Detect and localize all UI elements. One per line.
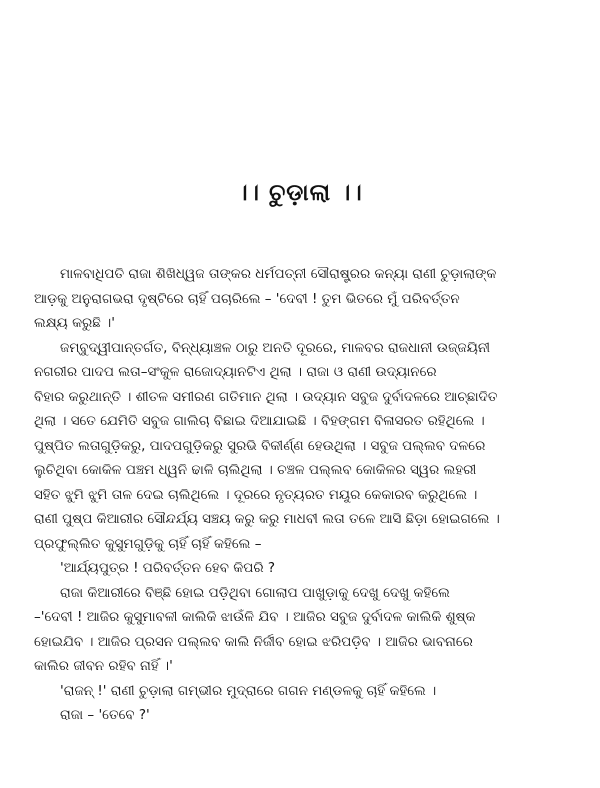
- text-line: ନଗରୀର ପାଦପ ଲତା–ସଂକୁଳ ରାଜୋଦ୍ୟାନଟିଏ ଥିଲା । ରାଜା ଓ ରାଣୀ ଉଦ୍ୟାନରେ: [34, 364, 437, 380]
- paragraph-4: [34, 581, 582, 679]
- text-line: ଲକ୍ଷ୍ୟ କରୁଛି ।': [34, 315, 115, 331]
- paragraph-2: [34, 336, 582, 557]
- text-line: ସହିତ ଝୁମି ଝୁମି ତାଳ ଦେଇ ଚାଲିଥିଲେ । ଦୂରରେ ନୃତ୍ୟରତ ମୟୂର କେକାରବ କରୁଥିଲେ ।: [34, 486, 478, 503]
- chapter-title: ।। ଚୁଡ଼ାଲା ।।: [237, 180, 363, 206]
- text-line: ପ୍ରଫୁଲ୍ଲିତ କୁସୁମଗୁଡ଼ିକୁ ଚାହିଁ ଚାହିଁ କହିଲେ –: [34, 535, 262, 552]
- text-line: ଲୁଚିଥିବା କୋକିଳ ପଞ୍ଚମ ଧ୍ୱନି ଢାଳି ଚାଲିଥିଲା । ଚଞ୍ଚଳ ପଲ୍ଲବ କୋକିଳର ସ୍ୱର ଲହରୀ: [34, 462, 477, 478]
- paragraph-5: [34, 679, 582, 704]
- paragraph-6: [34, 703, 582, 728]
- text-line: ମାଳବାଧିପତି ରାଜା ଶିଖିଧ୍ୱଜ ତାଙ୍କର ଧର୍ମପତ୍ନୀ ସୌରାଷ୍ଟ୍ରର କନ୍ୟା ରାଣୀ ଚୁଡ଼ାଲାଙ୍କ: [60, 266, 497, 282]
- text-line: 'ଆର୍ଯ୍ୟପୁତ୍ର ! ପରିବର୍ତ୍ତନ ହେବ କିପରି ?: [60, 560, 276, 576]
- paragraph-3: [34, 556, 582, 581]
- text-line: ପୁଷ୍ପିତ ଲତାଗୁଡ଼ିକରୁ, ପାଦପଗୁଡ଼ିକରୁ ସୁରଭି ବିକୀର୍ଣ୍ଣ ହେଉଥିଲା । ସବୁଜ ପଲ୍ଲବ ଦଳରେ: [34, 437, 486, 454]
- text-line: ଜମ୍ବୁଦ୍ୱୀପାନ୍ତର୍ଗତ, ବିନ୍ଧ୍ୟାଞ୍ଚଳ ଠାରୁ ଅନତି ଦୂରରେ, ମାଳବର ରାଜଧାନୀ ଉଜ୍ଜୟିନୀ: [60, 339, 491, 356]
- text-line: ଥିଲା । ସତେ ଯେମିତି ସବୁଜ ଗାଲିଚା ବିଛାଇ ଦିଆଯାଇଛି । ବିହଙ୍ଗମ ବିଳାସରତ ରହିଥିଲେ ।: [34, 413, 485, 429]
- text-line: ରାଣୀ ପୁଷ୍ପ କିଆରୀର ସୌନ୍ଦର୍ଯ୍ୟ ସଞ୍ଚୟ କରୁ କରୁ ମାଧବୀ ଲତା ତଳେ ଆସି ଛିଡ଼ା ହୋଇଗଲେ ।: [34, 511, 500, 527]
- chapter-body: [34, 262, 582, 728]
- text-line: ବିହାର କରୁଥାନ୍ତି । ଶୀତଳ ସମୀରଣ ଗତିମାନ ଥିଲା । ଉଦ୍ୟାନ ସବୁଜ ଦୁର୍ବାଦଳରେ ଆଚ୍ଛାଦିତ: [34, 388, 498, 405]
- text-line: ରାଜା – 'ତେବେ ?': [60, 707, 150, 723]
- text-line: ହୋଇଯିବ । ଆଜିର ପ୍ରସନ ପଲ୍ଲବ କାଲି ନିର୍ଜୀବ ହୋଇ ଝରିପଡ଼ିବ । ଆଜିର ଭାବନାରେ: [34, 633, 473, 650]
- text-line: 'ରାଜନ୍ !' ରାଣୀ ଚୁଡ଼ାଲା ଗମ୍ଭୀର ମୁଦ୍ରାରେ ଗଗନ ମଣ୍ଡଳକୁ ଚାହିଁ କହିଲେ ।: [60, 682, 437, 699]
- text-line: –'ଦେବୀ ! ଆଜିର କୁସୁମାବଳୀ କାଲିକି ଝାଉଁଳି ଯିବ । ଆଜିର ସବୁଜ ଦୁର୍ବାଦଳ କାଲିକି ଶୁଷ୍କ: [34, 609, 476, 625]
- text-line: କାଲିର ଜୀବନ ରହିବ ନାହିଁ ।': [34, 658, 173, 674]
- paragraph-1: [34, 262, 582, 336]
- text-line: ଆଡ଼କୁ ଅନୁରାଗଭରା ଦୃଷ୍ଟିରେ ଚାହିଁ ପଚାରିଲେ – 'ଦେବୀ ! ତୁମ ଭିତରେ ମୁଁ ପରିବର୍ତ୍ତନ: [34, 290, 460, 307]
- text-line: ରାଜା କିଆରୀରେ ବିଞ୍ଛି ହୋଇ ପଡ଼ିଥିବା ଗୋଲାପ ପାଖୁଡ଼ାକୁ ଦେଖୁ ଦେଖୁ କହିଲେ: [60, 584, 450, 601]
